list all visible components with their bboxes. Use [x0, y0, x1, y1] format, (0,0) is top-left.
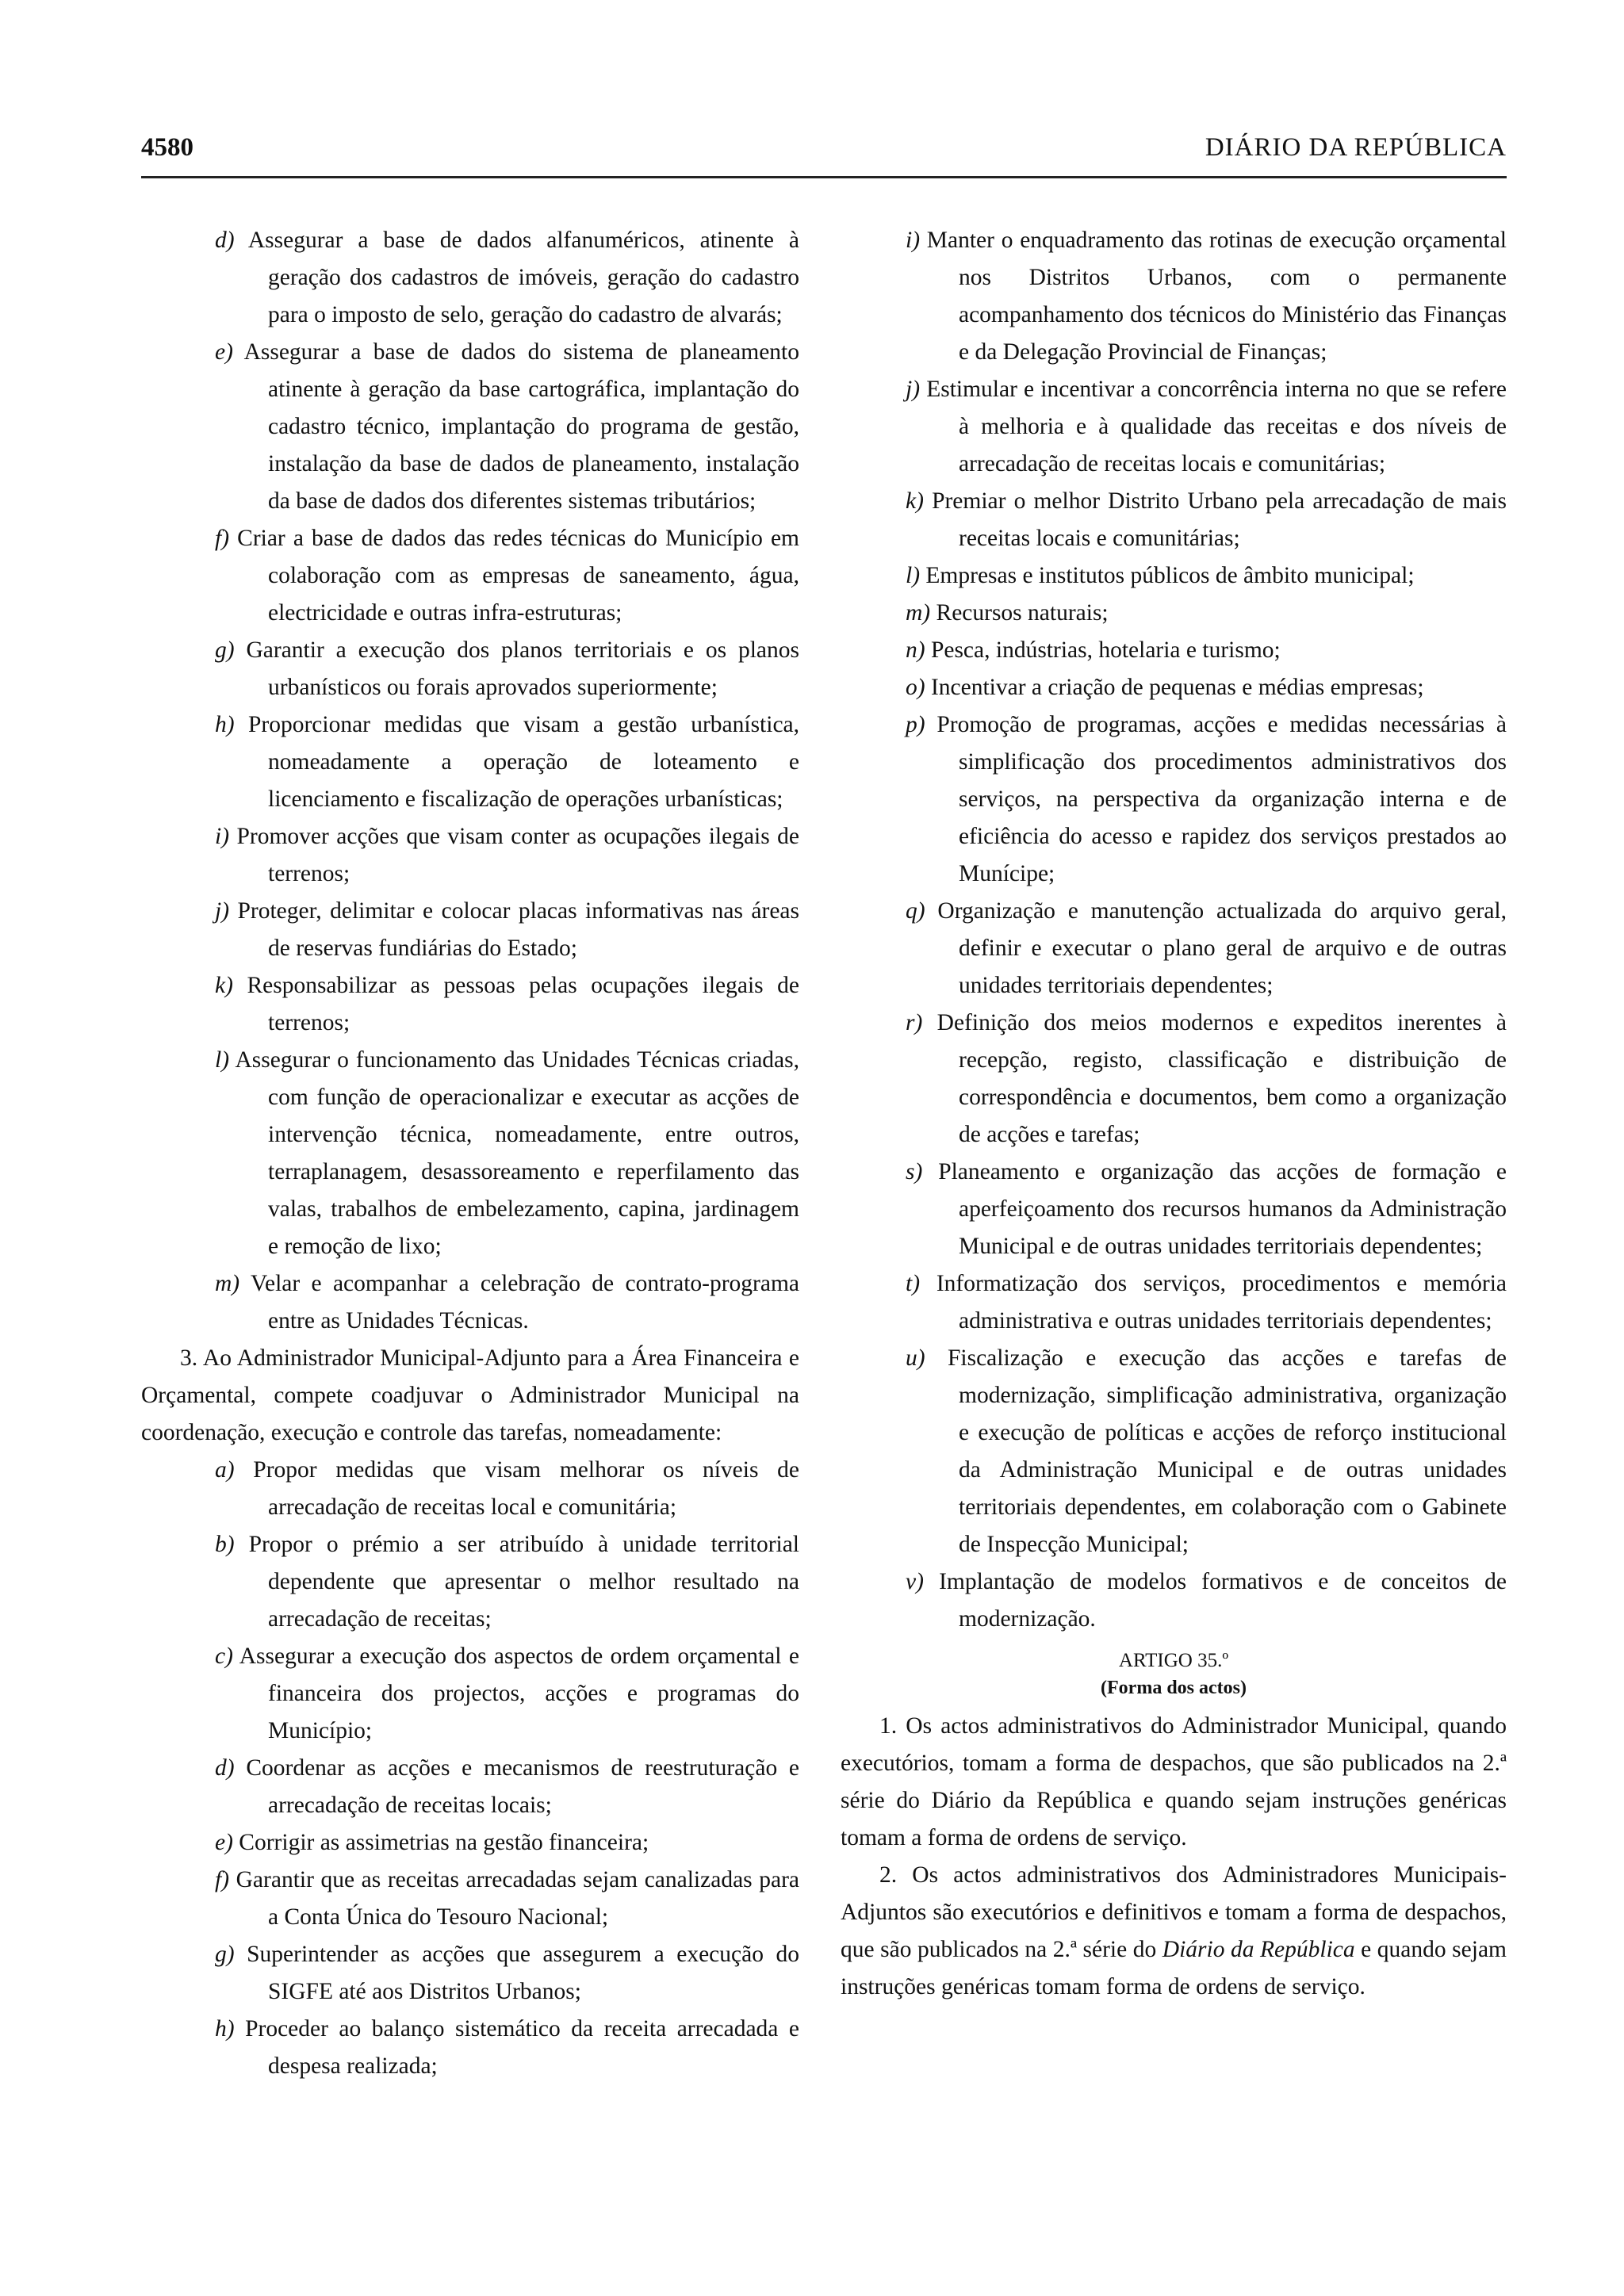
- item-label: k): [906, 488, 924, 514]
- item-label: l): [215, 1047, 230, 1073]
- list-item: [215, 1936, 799, 2011]
- item-text: Empresas e institutos públicos de âmbito municipal;: [925, 563, 1415, 588]
- item-label: l): [906, 563, 921, 588]
- list-item: [215, 2011, 799, 2085]
- item-text: Propor o prémio a ser atribuído à unidade territorial dependente que apresentar o melhor resultado na arrecadação de receitas;: [248, 1532, 799, 1632]
- item-label: s): [906, 1159, 923, 1184]
- list-item: [906, 669, 1507, 706]
- list-item: [215, 1265, 799, 1340]
- item-label: q): [906, 898, 925, 924]
- item-label: m): [215, 1271, 240, 1296]
- item-label: j): [906, 377, 921, 402]
- list-item: [906, 371, 1507, 483]
- item-label: d): [215, 228, 235, 253]
- list-item: [215, 1824, 799, 1862]
- list-item: [215, 893, 799, 967]
- list-item: [906, 1004, 1507, 1154]
- item-text: Garantir que as receitas arrecadadas sejam canalizadas para a Conta Única do Tesouro Nacional;: [236, 1867, 799, 1930]
- item-text: Assegurar a execução dos aspectos de ordem orçamental e financeira dos projectos, acções e programas do Município;: [239, 1644, 799, 1743]
- item-label: h): [215, 2016, 235, 2042]
- item-label: j): [215, 898, 230, 924]
- item-label: b): [215, 1532, 235, 1557]
- item-text: Promoção de programas, acções e medidas necessárias à simplificação dos procedimentos administrativos dos serviços, na perspectiva da organização interna e de eficiência do acesso e rapidez dos serviços prestados ao Munícipe;: [936, 712, 1507, 886]
- left-list-b: [141, 1452, 799, 2085]
- page-number: 4580: [141, 133, 193, 162]
- item-text: Incentivar a criação de pequenas e médias empresas;: [930, 675, 1424, 700]
- article-paragraph-2-end: e quando sejam instruções genéricas tomam forma de ordens de serviço.: [841, 1937, 1507, 1999]
- paragraph-3: 3. Ao Administrador Municipal-Adjunto para a Área Financeira e Orçamental, compete coadjuvar o Administrador Municipal na coordenação, execução e controle das tarefas, nomeadamente:: [141, 1345, 799, 1445]
- item-text: Implantação de modelos formativos e de conceitos de modernização.: [939, 1569, 1507, 1632]
- item-text: Responsabilizar as pessoas pelas ocupações ilegais de terrenos;: [247, 973, 800, 1035]
- item-text: Corrigir as assimetrias na gestão financeira;: [239, 1830, 649, 1855]
- list-item: [906, 1265, 1507, 1340]
- item-text: Definição dos meios modernos e expeditos inerentes à recepção, registo, classificação e distribuição de correspondência e documentos, bem como a organização de acções e tarefas;: [936, 1010, 1507, 1147]
- journal-name-italic: Diário da República: [1162, 1937, 1355, 1962]
- item-text: Assegurar o funcionamento das Unidades Técnicas criadas, com função de operacionalizar e executar as acções de intervenção técnica, nomeadamente, entre outros, terraplanagem, desassoreamento e reperfilamento das valas, trabalhos de embelezamento, capina, jardinagem e remoção de lixo;: [235, 1047, 800, 1259]
- item-text: Criar a base de dados das redes técnicas do Município em colaboração com as empresas de saneamento, água, electricidade e outras infra-estruturas;: [237, 526, 799, 626]
- list-item: [215, 520, 799, 632]
- item-label: i): [215, 824, 230, 849]
- list-item: [215, 706, 799, 818]
- item-text: Garantir a execução dos planos territoriais e os planos urbanísticos ou forais aprovados superiormente;: [246, 637, 799, 700]
- list-item: [906, 1154, 1507, 1265]
- list-item: [215, 632, 799, 706]
- list-item: [906, 1340, 1507, 1563]
- item-text: Fiscalização e execução das acções e tarefas de modernização, simplificação administrativa, organização e execução de políticas e acções de reforço institucional da Administração Municipal e de outras unidades territoriais dependentes, em colaboração com o Gabinete de Inspecção Municipal;: [948, 1345, 1507, 1557]
- list-item: [215, 1638, 799, 1750]
- item-text: Manter o enquadramento das rotinas de execução orçamental nos Distritos Urbanos, com o permanente acompanhamento dos técnicos do Ministério das Finanças e da Delegação Provincial de Finanças;: [926, 228, 1507, 365]
- item-label: f): [215, 1867, 230, 1892]
- item-label: h): [215, 712, 235, 737]
- list-item: [906, 483, 1507, 557]
- item-text: Assegurar a base de dados alfanuméricos, atinente à geração dos cadastros de imóveis, geração do cadastro para o imposto de selo, geração do cadastro de alvarás;: [247, 228, 799, 327]
- item-text: Informatização dos serviços, procedimentos e memória administrativa e outras unidades territoriais dependentes;: [936, 1271, 1507, 1334]
- item-label: o): [906, 675, 925, 700]
- list-item: [906, 557, 1507, 595]
- item-label: d): [215, 1755, 235, 1781]
- list-item: [215, 222, 799, 334]
- item-text: Organização e manutenção actualizada do arquivo geral, definir e executar o plano geral de arquivo e de outras unidades territoriais dependentes;: [937, 898, 1507, 998]
- list-item: [906, 595, 1507, 632]
- item-text: Estimular e incentivar a concorrência interna no que se refere à melhoria e à qualidade das receitas e dos níveis de arrecadação de receitas locais e comunitárias;: [926, 377, 1507, 476]
- article-paragraph-2-start: 2. Os actos administrativos dos Administradores Municipais-Adjuntos são executórios e definitivos e tomam a forma de despachos, que são publicados na 2.ª série do: [841, 1862, 1507, 1962]
- item-label: e): [215, 339, 233, 365]
- article-title: ARTIGO 35.º: [1118, 1650, 1229, 1671]
- item-label: n): [906, 637, 925, 663]
- list-item: [906, 706, 1507, 893]
- item-text: Proteger, delimitar e colocar placas informativas nas áreas de reservas fundiárias do Estado;: [237, 898, 799, 961]
- list-item: [215, 1452, 799, 1526]
- item-text: Propor medidas que visam melhorar os níveis de arrecadação de receitas local e comunitária;: [253, 1457, 799, 1520]
- left-column: [141, 222, 799, 2085]
- item-label: g): [215, 1942, 235, 1967]
- item-text: Coordenar as acções e mecanismos de reestruturação e arrecadação de receitas locais;: [246, 1755, 800, 1818]
- item-text: Proceder ao balanço sistemático da receita arrecadada e despesa realizada;: [245, 2016, 799, 2079]
- item-text: Planeamento e organização das acções de formação e aperfeiçoamento dos recursos humanos da Administração Municipal e de outras unidades territoriais dependentes;: [938, 1159, 1507, 1259]
- list-item: [906, 893, 1507, 1004]
- item-text: Velar e acompanhar a celebração de contrato-programa entre as Unidades Técnicas.: [250, 1271, 799, 1334]
- item-label: g): [215, 637, 235, 663]
- list-item: [215, 1750, 799, 1824]
- item-text: Recursos naturais;: [936, 600, 1109, 626]
- item-label: k): [215, 973, 233, 998]
- article-heading: [841, 1647, 1507, 1701]
- right-column: [841, 222, 1507, 2006]
- list-item: [215, 334, 799, 520]
- left-list-a: [141, 222, 799, 1340]
- item-label: u): [906, 1345, 925, 1371]
- item-label: r): [906, 1010, 923, 1035]
- item-label: v): [906, 1569, 924, 1594]
- item-text: Assegurar a base de dados do sistema de planeamento atinente à geração da base cartográfica, implantação do cadastro técnico, implantação do programa de gestão, instalação da base de dados de planeamento, instalação da base de dados dos diferentes sistemas tributários;: [243, 339, 799, 514]
- item-label: f): [215, 526, 230, 551]
- article-subtitle: (Forma dos actos): [1101, 1678, 1247, 1698]
- list-item: [215, 967, 799, 1042]
- list-item: [906, 222, 1507, 371]
- list-item: [215, 818, 799, 893]
- list-item: [906, 632, 1507, 669]
- item-text: Superintender as acções que assegurem a execução do SIGFE até aos Distritos Urbanos;: [247, 1942, 799, 2004]
- item-text: Promover acções que visam conter as ocupações ilegais de terrenos;: [236, 824, 800, 886]
- item-text: Pesca, indústrias, hotelaria e turismo;: [930, 637, 1281, 663]
- article-paragraph-1: 1. Os actos administrativos do Administrador Municipal, quando executórios, tomam a forma de despachos, que são publicados na 2.ª série do Diário da República e quando sejam instruções genéricas tomam a forma de ordens de serviço.: [841, 1713, 1507, 1850]
- list-item: [215, 1526, 799, 1638]
- item-label: i): [906, 228, 921, 253]
- page-header: [141, 127, 1507, 178]
- list-item: [215, 1042, 799, 1265]
- item-label: t): [906, 1271, 921, 1296]
- right-list: [841, 222, 1507, 1638]
- list-item: [906, 1563, 1507, 1638]
- journal-title: DIÁRIO DA REPÚBLICA: [1205, 133, 1507, 162]
- item-text: Premiar o melhor Distrito Urbano pela arrecadação de mais receitas locais e comunitárias;: [932, 488, 1507, 551]
- item-label: c): [215, 1644, 233, 1669]
- list-item: [215, 1862, 799, 1936]
- item-label: p): [906, 712, 925, 737]
- article-paragraph-2: [841, 1857, 1507, 2006]
- item-label: a): [215, 1457, 235, 1483]
- item-label: m): [906, 600, 931, 626]
- item-label: e): [215, 1830, 233, 1855]
- item-text: Proporcionar medidas que visam a gestão urbanística, nomeadamente a operação de loteamento e licenciamento e fiscalização de operações urbanísticas;: [247, 712, 800, 812]
